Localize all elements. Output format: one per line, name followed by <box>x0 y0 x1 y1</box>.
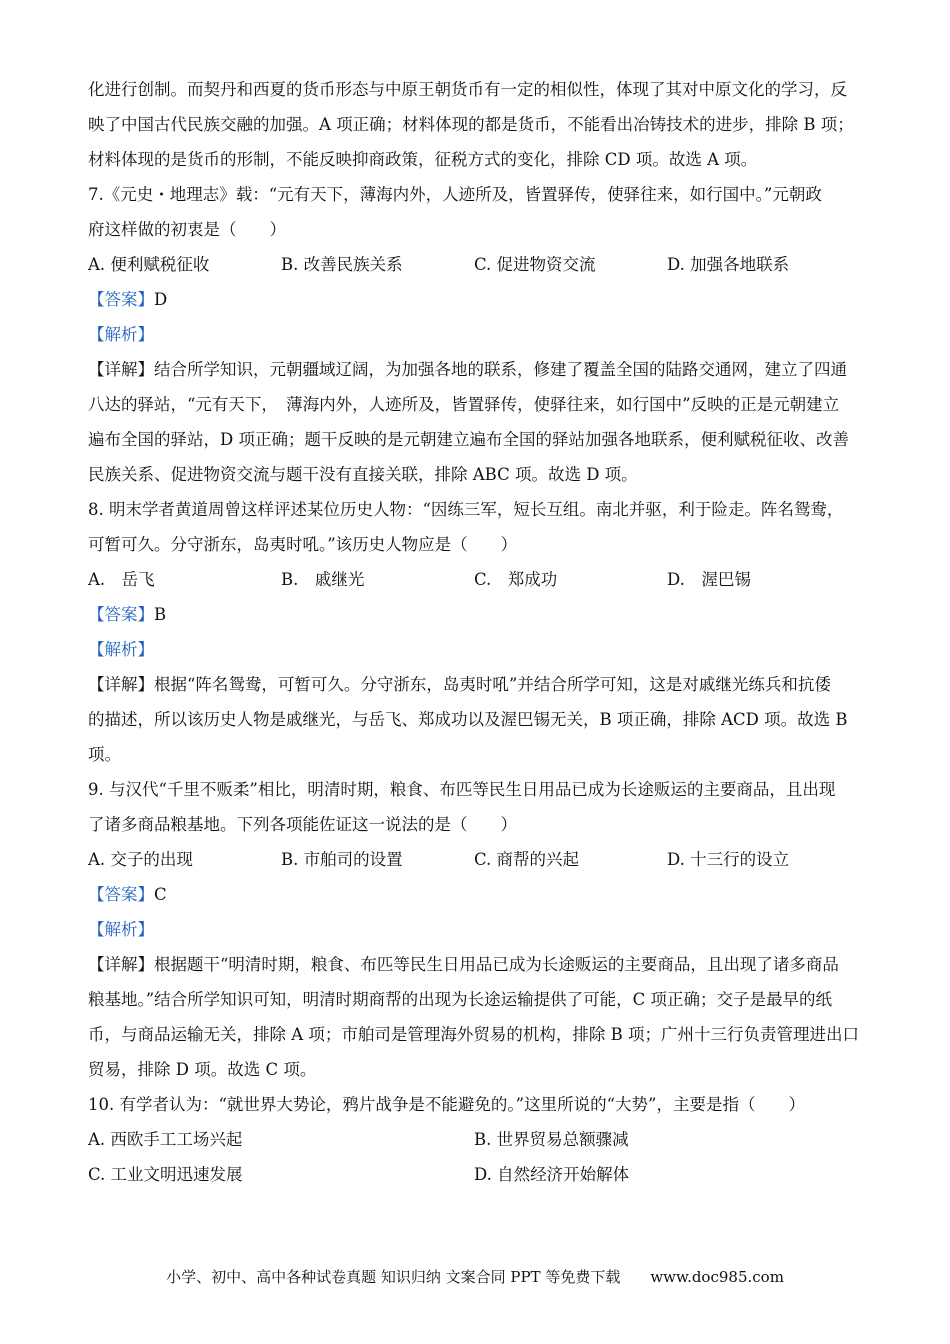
page-content <box>88 72 860 1192</box>
q7-detail: 民族关系、促进物资交流与题干没有直接关联，排除 ABC 项。故选 D 项。 <box>88 465 638 484</box>
answer-mark: 【答案】 <box>88 885 154 904</box>
q7-option-d: D. 加强各地联系 <box>667 255 790 274</box>
q7-answer <box>88 282 860 317</box>
answer-value: B <box>154 605 167 624</box>
q7-option-c: C. 促进物资交流 <box>474 255 596 274</box>
detail-text: 结合所学知识，元朝疆域辽阔，为加强各地的联系，修建了覆盖全国的陆路交通网，建立了四通 <box>154 360 847 379</box>
q9-detail: 币，与商品运输无关，排除 A 项；市舶司是管理海外贸易的机构，排除 B 项；广州十三行负责管理进出口 <box>88 1025 860 1044</box>
q9-analysis <box>88 912 860 947</box>
q8-stem: 8. 明末学者黄道周曾这样评述某位历史人物：“因练三军，短长互组。南北并驱，利于险走。阵名鸳鸯， <box>88 500 844 519</box>
q10-options-row <box>88 1157 860 1192</box>
q8-detail: 项。 <box>88 745 121 764</box>
intro-line: 映了中国古代民族交融的加强。A 项正确；材料体现的都是货币，不能看出冶铸技术的进步，排除 B 项； <box>88 115 854 134</box>
q9-option-b: B. 市舶司的设置 <box>281 850 403 869</box>
q10-option-a: A. 西欧手工工场兴起 <box>88 1130 243 1149</box>
q7-analysis <box>88 317 860 352</box>
page-footer: 小学、初中、高中各种试卷真题 知识归纳 文案合同 PPT 等免费下载 www.doc985.com <box>166 1268 784 1286</box>
detail-mark: 【详解】 <box>88 360 154 379</box>
q7-options <box>88 247 860 282</box>
answer-value: C <box>154 885 167 904</box>
q8-option-d: D. 渥巴锡 <box>667 570 751 589</box>
q10-option-d: D. 自然经济开始解体 <box>474 1165 630 1184</box>
q8-options <box>88 562 860 597</box>
detail-mark: 【详解】 <box>88 675 154 694</box>
q8-stem: 可暂可久。分守浙东，岛夷时吼。”该历史人物应是（ ） <box>88 535 518 554</box>
analysis-mark: 【解析】 <box>88 325 154 344</box>
q9-detail: 贸易，排除 D 项。故选 C 项。 <box>88 1060 317 1079</box>
q9-option-d: D. 十三行的设立 <box>667 850 790 869</box>
q7-option-a: A. 便利赋税征收 <box>88 255 210 274</box>
q10-options-row <box>88 1122 860 1157</box>
q7-option-b: B. 改善民族关系 <box>281 255 403 274</box>
analysis-mark: 【解析】 <box>88 640 154 659</box>
q7-stem: 7.《元史・地理志》载：“元有天下，薄海内外，人迹所及，皆置驿传，使驿往来，如行国中。”元朝政 <box>88 185 822 204</box>
q8-detail: 的描述，所以该历史人物是戚继光，与岳飞、郑成功以及渥巴锡无关，B 项正确，排除 ACD 项。故选 B <box>88 710 848 729</box>
q8-option-b: B. 戚继光 <box>281 570 365 589</box>
q7-detail: 八达的驿站，“元有天下， 薄海内外，人迹所及，皆置驿传，使驿往来，如行国中”反映的正是元朝建立 <box>88 395 840 414</box>
analysis-mark: 【解析】 <box>88 920 154 939</box>
q8-analysis <box>88 632 860 667</box>
detail-mark: 【详解】 <box>88 955 154 974</box>
intro-line: 材料体现的是货币的形制，不能反映抑商政策，征税方式的变化，排除 CD 项。故选 A 项。 <box>88 150 758 169</box>
answer-mark: 【答案】 <box>88 290 154 309</box>
answer-mark: 【答案】 <box>88 605 154 624</box>
q7-detail <box>88 352 860 387</box>
q8-detail <box>88 667 860 702</box>
q7-stem: 府这样做的初衷是（ ） <box>88 220 286 239</box>
q9-option-a: A. 交子的出现 <box>88 850 193 869</box>
detail-text: 根据“阵名鸳鸯，可暂可久。分守浙东，岛夷时吼”并结合所学可知，这是对戚继光练兵和抗倭 <box>154 675 831 694</box>
intro-line: 化进行创制。而契丹和西夏的货币形态与中原王朝货币有一定的相似性，体现了其对中原文化的学习，反 <box>88 80 847 99</box>
q10-stem: 10. 有学者认为：“就世界大势论，鸦片战争是不能避免的。”这里所说的“大势”，主要是指（ ） <box>88 1095 805 1114</box>
answer-value: D <box>154 290 168 309</box>
q9-answer <box>88 877 860 912</box>
q10-option-b: B. 世界贸易总额骤减 <box>474 1130 629 1149</box>
q9-detail: 粮基地。”结合所学知识可知，明清时期商帮的出现为长途运输提供了可能，C 项正确；交子是最早的纸 <box>88 990 833 1009</box>
q9-option-c: C. 商帮的兴起 <box>474 850 580 869</box>
q9-stem: 9. 与汉代“千里不贩柔”相比，明清时期，粮食、布匹等民生日用品已成为长途贩运的主要商品，且出现 <box>88 780 836 799</box>
q7-detail: 遍布全国的驿站，D 项正确；题干反映的是元朝建立遍布全国的驿站加强各地联系，便利赋税征收、改善 <box>88 430 849 449</box>
q9-options <box>88 842 860 877</box>
q9-stem: 了诸多商品粮基地。下列各项能佐证这一说法的是（ ） <box>88 815 517 834</box>
detail-text: 根据题干“明清时期，粮食、布匹等民生日用品已成为长途贩运的主要商品，且出现了诸多商品 <box>154 955 839 974</box>
q8-option-a: A. 岳飞 <box>88 570 155 589</box>
q8-option-c: C. 郑成功 <box>474 570 558 589</box>
q8-answer <box>88 597 860 632</box>
q10-option-c: C. 工业文明迅速发展 <box>88 1165 243 1184</box>
q9-detail <box>88 947 860 982</box>
